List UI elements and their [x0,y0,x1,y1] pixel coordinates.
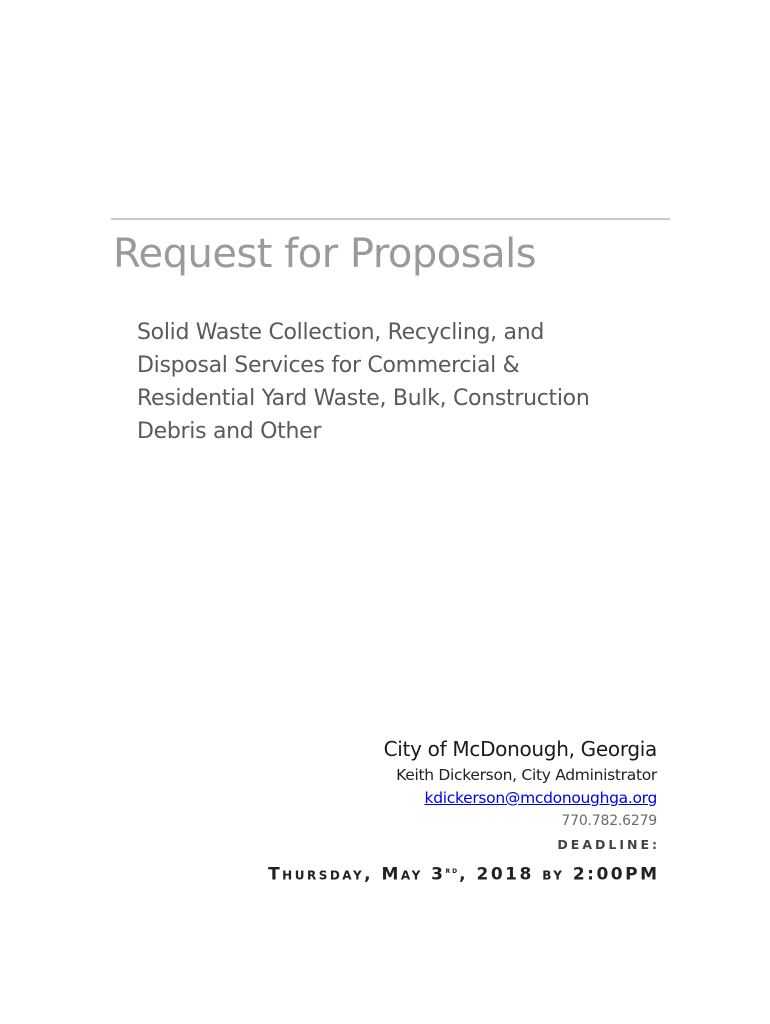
subtitle-line: Disposal Services for Commercial & [137,353,520,378]
contact-block [268,734,660,889]
page-title: Request for Proposals [113,231,537,277]
deadline-date-rest: , 2018 by 2:00PM [459,864,660,885]
subtitle-line: Debris and Other [137,419,322,444]
document-subtitle [137,316,677,448]
deadline-date [268,857,659,889]
organization-name: City of McDonough, Georgia [383,737,657,761]
contact-name-title: Keith Dickerson, City Administrator [396,766,657,784]
deadline-label: DEADLINE: [557,837,660,852]
subtitle-line: Solid Waste Collection, Recycling, and [137,320,545,345]
deadline-date-ordinal: rd [445,866,460,876]
phone-number: 770.782.6279 [561,813,657,829]
subtitle-line: Residential Yard Waste, Bulk, Construction [137,386,590,411]
deadline-date-prefix: Thursday, May 3 [268,864,446,885]
title-divider [111,218,670,220]
email-link[interactable]: kdickerson@mcdonoughga.org [424,789,657,807]
